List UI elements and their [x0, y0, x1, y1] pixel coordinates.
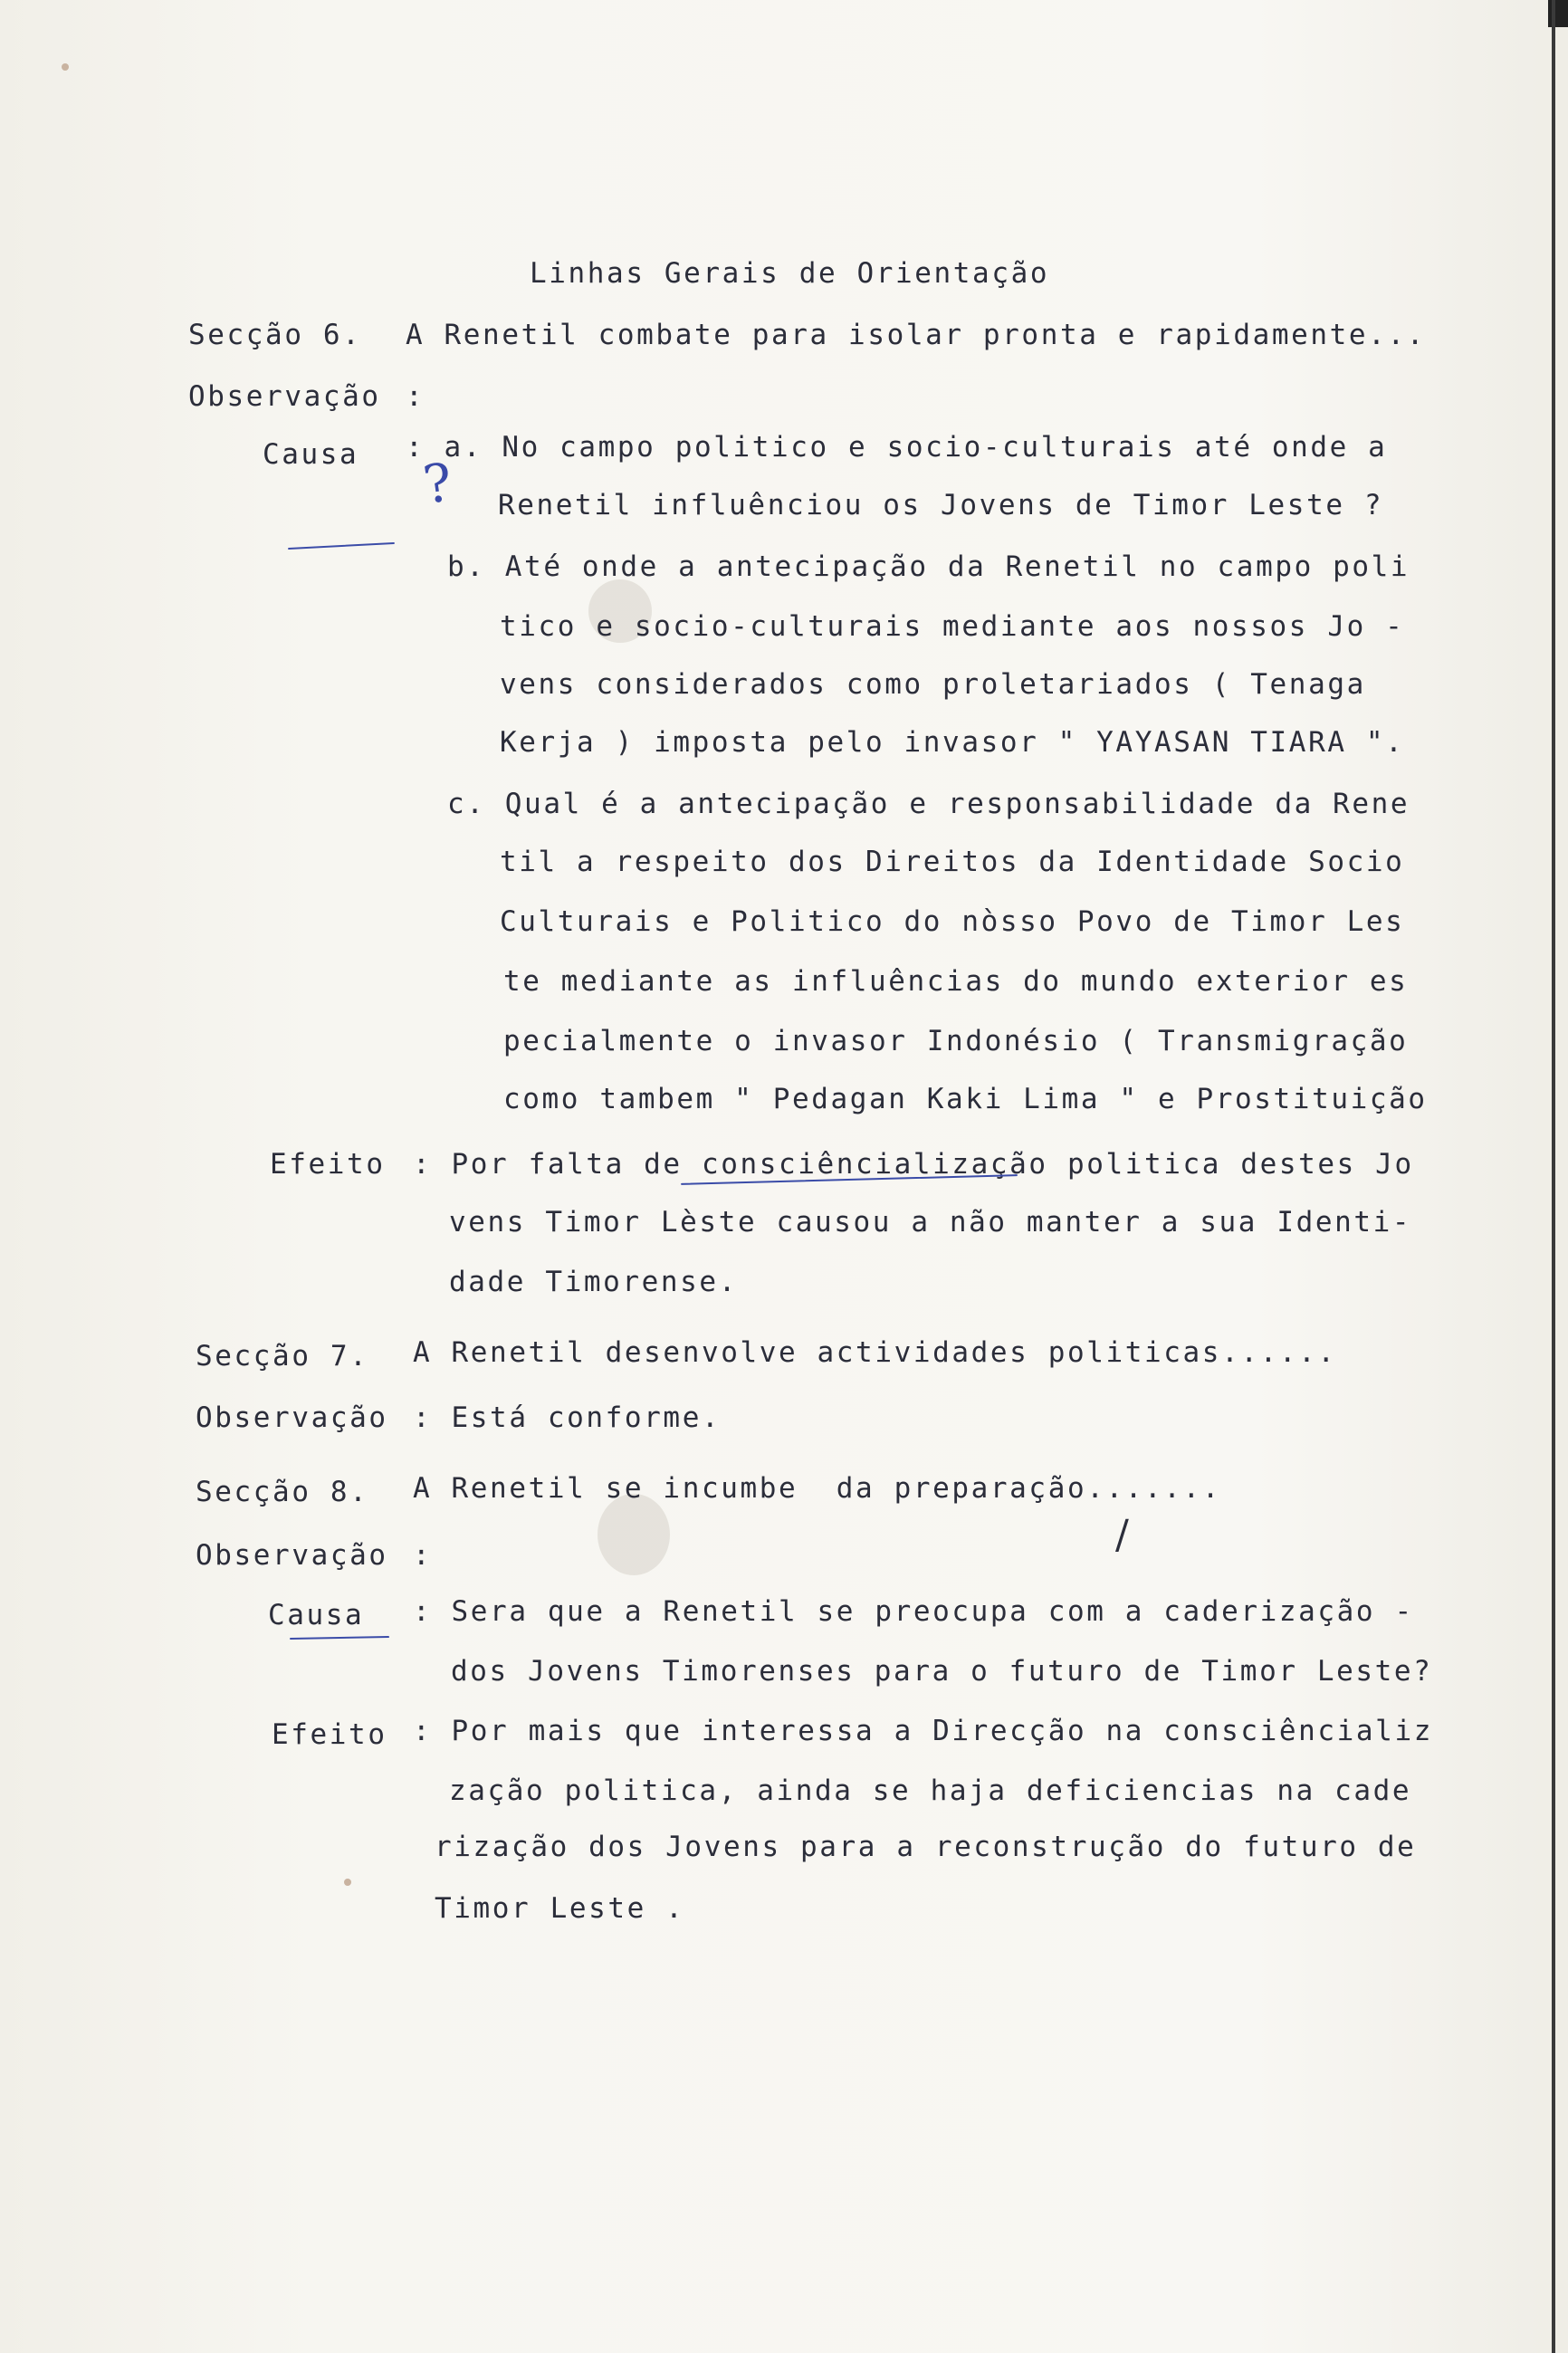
section-6-causa-line: Kerja ) imposta pelo invasor " YAYASAN TIARA ". [500, 726, 1405, 759]
handwritten-slash-mark: / [1115, 1512, 1129, 1558]
section-8-efeito-label: Efeito [272, 1718, 387, 1751]
section-6-label: Secção 6. [188, 319, 362, 351]
section-7-observacao-text: : Está conforme. [413, 1401, 722, 1434]
section-6-efeito-line: dade Timorense. [449, 1266, 738, 1298]
section-6-causa-line: til a respeito dos Direitos da Identidade Socio [500, 846, 1405, 878]
section-8-causa-label: Causa [268, 1599, 365, 1631]
scan-edge-line [1552, 0, 1555, 2353]
section-6-causa-line: tico e socio-culturais mediante aos nossos Jo - [500, 610, 1405, 643]
section-8-observacao-label: Observação [196, 1539, 388, 1572]
section-6-observacao-colon: : [406, 380, 425, 413]
section-6-efeito-line: vens Timor Lèste causou a não manter a sua Identi- [449, 1206, 1412, 1239]
section-6-text: A Renetil combate para isolar pronta e rapidamente... [406, 319, 1426, 351]
section-6-causa-line: Renetil influênciou os Jovens de Timor Leste ? [498, 489, 1384, 521]
section-6-causa-line: b. Até onde a antecipação da Renetil no campo poli [447, 550, 1410, 583]
section-8-causa-line: : Sera que a Renetil se preocupa com a caderização - [413, 1595, 1414, 1628]
section-8-efeito-line: zação politica, ainda se haja deficiencias na cade [449, 1774, 1412, 1807]
section-6-causa-line: Culturais e Politico do nòsso Povo de Timor Les [500, 905, 1405, 938]
section-6-efeito-label: Efeito [270, 1148, 386, 1181]
handwritten-question-mark: ? [419, 451, 456, 516]
section-8-causa-line: dos Jovens Timorenses para o futuro de Timor Leste? [451, 1655, 1433, 1688]
section-6-observacao-label: Observação [188, 380, 381, 413]
section-8-text: A Renetil se incumbe da preparação....... [413, 1472, 1222, 1505]
section-7-observacao-label: Observação [196, 1401, 388, 1434]
section-6-causa-label: Causa [263, 438, 359, 471]
section-6-causa-line: vens considerados como proletariados ( Tenaga [500, 668, 1366, 701]
section-6-causa-line: pecialmente o invasor Indonésio ( Transmigração [503, 1025, 1409, 1057]
section-6-causa-line: te mediante as influências do mundo exterior es [503, 965, 1409, 998]
paper-speck [62, 63, 69, 71]
paper-speck [344, 1879, 351, 1886]
section-7-label: Secção 7. [196, 1340, 369, 1373]
section-6-causa-line: como tambem " Pedagan Kaki Lima " e Prostituição [503, 1083, 1428, 1115]
page-title: Linhas Gerais de Orientação [530, 257, 1050, 290]
section-8-efeito-line: Timor Leste . [435, 1892, 685, 1925]
section-8-observacao-colon: : [413, 1539, 433, 1572]
section-6-efeito-line: : Por falta de consciêncialização politica destes Jo [413, 1148, 1414, 1181]
section-7-text: A Renetil desenvolve actividades politicas...... [413, 1336, 1337, 1369]
section-8-efeito-line: rização dos Jovens para a reconstrução do futuro de [435, 1831, 1417, 1863]
section-6-causa-line: c. Qual é a antecipação e responsabilidade da Rene [447, 788, 1410, 820]
section-8-efeito-line: : Por mais que interessa a Direcção na consciêncializ [413, 1715, 1433, 1747]
section-8-label: Secção 8. [196, 1476, 369, 1508]
section-6-causa-line: : a. No campo politico e socio-culturais até onde a [406, 431, 1388, 464]
